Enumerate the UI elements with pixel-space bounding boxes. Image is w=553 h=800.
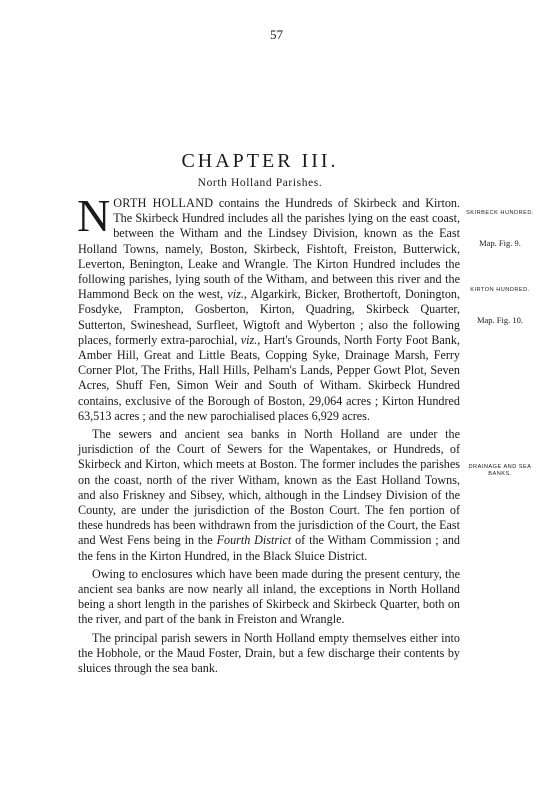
margin-note-skirbeck-hundred: SKIRBECK HUNDRED. — [466, 210, 534, 216]
margin-note-kirton-hundred: KIRTON HUNDRED. — [470, 287, 530, 293]
margin-note-drainage: DRAINAGE AND SEA BANKS. — [468, 464, 532, 477]
chapter-subtitle: North Holland Parishes. — [197, 177, 323, 189]
paragraph-1-text-2: , Algarkirk, Bicker, Brothertoft, Donington, Fosdyke, Frampton, Gosberton, Kirton, Quadring, Skirbeck Quarter, Sutterton, Swineshead, Surfleet, Wigtoft and Wyberton ; also the following places, formerly extra-parochial, — [78, 287, 461, 347]
paragraph-1-viz-2: viz. — [240, 332, 258, 347]
first-word: ORTH HOLLAND — [113, 196, 214, 210]
page-number: 57 — [270, 27, 283, 42]
margin-note-skirbeck-map: Map. Fig. 9. — [479, 238, 521, 248]
paragraph-4: The principal parish sewers in North Holland empty themselves either into the Hobhole, or the Maud Foster, Drain, but a few discharge their contents by sluices through the sea bank. — [78, 630, 460, 676]
paragraph-1-text: contains the Hundreds of Skirbeck and Kirton. The Skirbeck Hundred includes all the parishes lying on the east coast, between the Witham and the Lindsey Division, known as the East Holland Towns, namely, Boston, Skirbeck, Fishtoft, Freiston, Butterwick, Leverton, Benington, Leake and Wrangle. The Kirton Hundred includes the following parishes, lying south of the Witham, and between this river and the Hammond Beck on the west, — [78, 196, 460, 302]
body-text — [77, 190, 461, 679]
paragraph-2-text-2: of the Witham Commission ; and the fens in the Kirton Hundred, in the Black Sluice District. — [78, 533, 461, 563]
paragraph-1 — [77, 190, 461, 424]
paragraph-2-italic: Fourth District — [216, 533, 292, 548]
paragraph-2 — [78, 427, 460, 564]
paragraph-2-text: The sewers and ancient sea banks in North Holland are under the jurisdiction of the Court of Sewers for the Wapentakes, or Hundreds, of Skirbeck and Kirton, which meets at Boston. The former includes the parishes on the coast, north of the river Witham, known as the East Holland Towns, and also Friskney and Sibsey, which, although in the Lindsey Division of the County, are under the jurisdiction of the Boston Court. The fen portion of these hundreds has been withdrawn from the jurisdiction of the Court, the East and West Fens being in the — [78, 427, 461, 548]
drop-cap: N — [77, 190, 111, 241]
chapter-title: CHAPTER III. — [181, 150, 339, 172]
margin-note-kirton-map: Map. Fig. 10. — [476, 315, 524, 325]
paragraph-1-viz: viz. — [227, 287, 244, 302]
paragraph-3: Owing to enclosures which have been made during the present century, the ancient sea banks are now nearly all inland, the exceptions in North Holland being a short length in the parishes of Skirbeck and Skirbeck Quarter, both on the river, and part of the bank in Freiston and Wrangle. — [78, 566, 460, 627]
paragraph-1-text-3: , Hart's Grounds, North Forty Foot Bank, Amber Hill, Great and Little Beats, Copping Syke, Drainage Marsh, Ferry Corner Plot, The Friths, Hall Hills, Pelham's Lands, Pepper Gowt Plot, Seven Acres, Shuff Fen, Simon Weir and South of Witham. Skirbeck Hundred contains, exclusive of the Borough of Boston, 29,064 acres ; Kirton Hundred 63,513 acres ; and the new parochialised places 6,929 acres. — [78, 332, 460, 423]
